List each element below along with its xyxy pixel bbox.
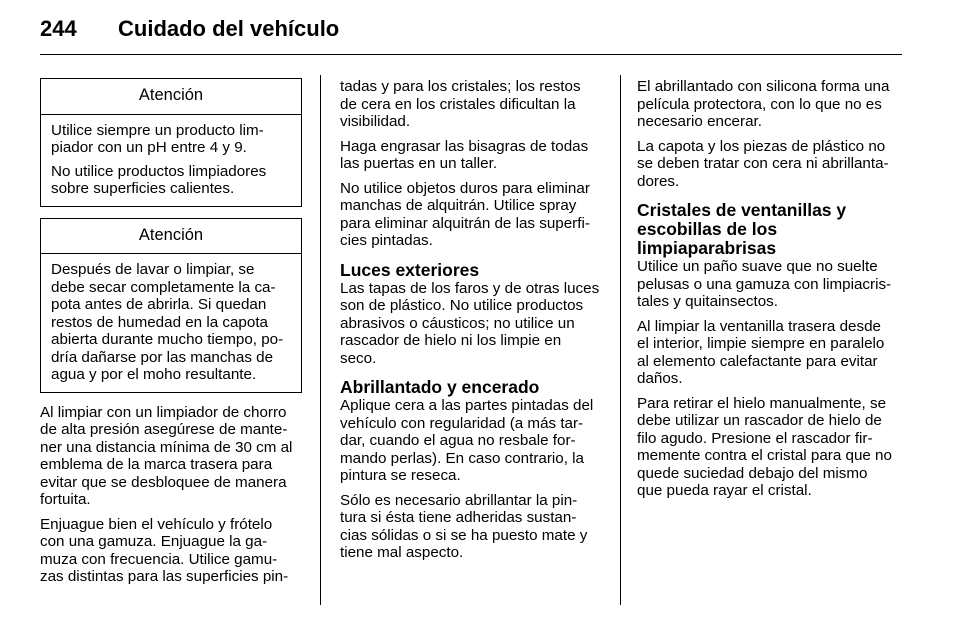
text-line: fortuita. <box>40 491 91 508</box>
attention-box-2 <box>40 218 302 393</box>
paragraph-silicone <box>637 78 902 131</box>
text-line: No utilice objetos duros para eliminar <box>340 179 590 197</box>
text-line: Al limpiar con un limpiador de chorro <box>40 403 287 421</box>
text-line: cias sólidas o si se ha puesto mate y <box>340 526 588 544</box>
paragraph-lights <box>340 280 602 368</box>
text-line: visibilidad. <box>340 113 411 130</box>
page-header <box>40 16 339 42</box>
attention-body-2 <box>41 254 301 392</box>
text-line: son de plástico. No utilice productos <box>340 297 584 314</box>
text-line: al elemento calefactante para evitar <box>637 352 878 370</box>
text-line: vehículo con regularidad (a más tar- <box>340 414 584 432</box>
attention-heading-1: Atención <box>41 79 301 115</box>
text-line: que pueda rayar el cristal. <box>637 482 812 499</box>
text-line: dría dañarse por las manchas de <box>51 348 274 366</box>
text-line: emblema de la marca trasera para <box>40 456 273 473</box>
text-line: No utilice productos limpiadores <box>51 162 267 180</box>
text-line: tales y quitainsectos. <box>637 293 778 310</box>
heading-line: Cristales de ventanillas y <box>637 200 847 220</box>
text-line: Después de lavar o limpiar, se <box>51 261 255 278</box>
text-line: pelusas o una gamuza con limpiacris- <box>637 275 892 293</box>
text-line: Utilice un paño suave que no suelte <box>637 258 878 275</box>
text-line: Para retirar el hielo manualmente, se <box>637 394 887 412</box>
text-line: para eliminar alquitrán de las superfi- <box>340 214 590 232</box>
text-line: las puertas en un taller. <box>340 155 498 172</box>
column-2 <box>340 78 602 569</box>
text-line: cies pintadas. <box>340 232 433 249</box>
text-line: memente contra el cristal para que no <box>637 447 892 464</box>
attention-box-1 <box>40 78 302 207</box>
text-line: evitar que se desbloquee de manera <box>40 473 287 491</box>
text-line: Sólo es necesario abrillantar la pin- <box>340 491 578 509</box>
paragraph-pressure-wash <box>40 404 302 509</box>
text-line: abrasivos o cáusticos; no utilice un <box>340 314 575 332</box>
text-line: Las tapas de los faros y de otras luces <box>340 279 600 297</box>
text-line: se deben tratar con cera ni abrillanta- <box>637 155 889 172</box>
paragraph-soft-cloth <box>637 258 902 311</box>
text-line: daños. <box>637 370 683 387</box>
text-line: La capota y los piezas de plástico no <box>637 137 886 155</box>
attention-2-paragraph-1 <box>51 261 291 384</box>
text-line: ner una distancia mínima de 30 cm al <box>40 438 293 456</box>
column-divider-1 <box>320 75 321 605</box>
heading-line: limpiaparabrisas <box>637 238 777 258</box>
paragraph-rear-window <box>637 318 902 388</box>
text-line: restos de humedad en la capota <box>51 313 268 331</box>
column-divider-2 <box>620 75 621 605</box>
paragraph-rinse <box>40 516 302 586</box>
text-line: El abrillantado con silicona forma una <box>637 78 890 95</box>
text-line: dores. <box>637 172 680 190</box>
page-number: 244 <box>40 16 77 41</box>
paragraph-wax-glass <box>340 78 602 131</box>
heading-exterior-lights: Luces exteriores <box>340 259 480 280</box>
heading-polishing-waxing: Abrillantado y encerado <box>340 377 540 397</box>
text-line: dar, cuando el agua no resbale for- <box>340 432 576 449</box>
text-line: el interior, limpie siempre en paralelo <box>637 335 885 352</box>
text-line: rascador de hielo ni los limpie en <box>340 332 562 349</box>
text-line: Enjuague bien el vehículo y frótelo <box>40 515 273 533</box>
text-line: debe utilizar un rascador de hielo de <box>637 412 882 429</box>
text-line: tadas y para los cristales; los restos <box>340 78 581 95</box>
text-line: pota antes de abrirla. Si quedan <box>51 296 267 313</box>
text-line: Haga engrasar las bisagras de todas <box>340 137 589 155</box>
text-line: necesario encerar. <box>637 113 762 130</box>
text-line: quede suciedad debajo del mismo <box>637 464 868 482</box>
text-line: filo agudo. Presione el rascador fir- <box>637 429 873 447</box>
paragraph-tar <box>340 180 602 250</box>
text-line: Aplique cera a las partes pintadas del <box>340 397 594 414</box>
text-line: seco. <box>340 349 377 367</box>
attention-heading-2: Atención <box>41 219 301 255</box>
text-line: zas distintas para las superficies pin- <box>40 568 289 585</box>
text-line: piador con un pH entre 4 y 9. <box>51 139 247 156</box>
text-line: tiene mal aspecto. <box>340 544 464 561</box>
text-line: de cera en los cristales dificultan la <box>340 95 576 113</box>
text-line: Al limpiar la ventanilla trasera desde <box>637 317 881 335</box>
attention-1-paragraph-1 <box>51 122 291 157</box>
page-title: Cuidado del vehículo <box>118 16 340 41</box>
column-3 <box>637 78 902 507</box>
text-line: Utilice siempre un producto lim- <box>51 121 264 139</box>
text-line: abierta durante mucho tiempo, po- <box>51 331 284 348</box>
text-line: mando perlas). En caso contrario, la <box>340 449 584 467</box>
paragraph-apply-wax <box>340 397 602 485</box>
header-rule <box>40 54 902 55</box>
text-line: agua y por el moho resultante. <box>51 366 257 383</box>
text-line: película protectora, con lo que no es <box>637 95 882 113</box>
column-1 <box>40 78 302 593</box>
text-line: pintura se reseca. <box>340 467 461 484</box>
heading-line: escobillas de los <box>637 219 778 239</box>
text-line: tura si ésta tiene adheridas sustan- <box>340 509 577 526</box>
paragraph-plastic-parts <box>637 138 902 191</box>
text-line: debe secar completamente la ca- <box>51 278 276 296</box>
paragraph-polish <box>340 492 602 562</box>
text-line: con una gamuza. Enjuague la ga- <box>40 533 268 550</box>
paragraph-hinges <box>340 138 602 173</box>
text-line: manchas de alquitrán. Utilice spray <box>340 197 577 214</box>
attention-body-1 <box>41 115 301 206</box>
text-line: sobre superficies calientes. <box>51 180 235 197</box>
paragraph-ice-scraper <box>637 395 902 500</box>
attention-1-paragraph-2 <box>51 163 291 198</box>
text-line: de alta presión asegúrese de mante- <box>40 421 288 438</box>
heading-windows-wipers <box>637 201 902 258</box>
text-line: muza con frecuencia. Utilice gamu- <box>40 550 278 568</box>
